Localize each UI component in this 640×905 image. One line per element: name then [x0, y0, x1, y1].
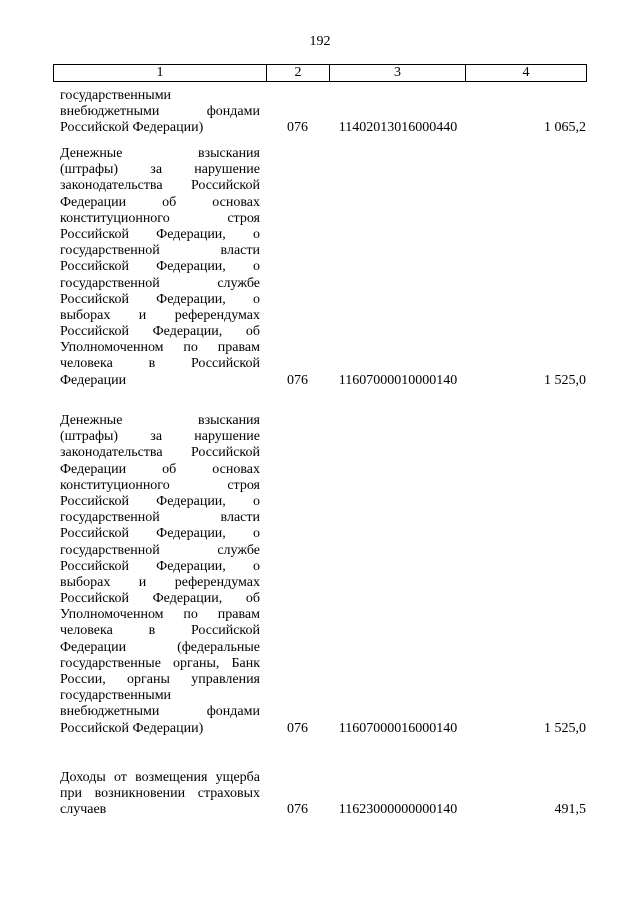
- description-line: конституционного строя: [60, 477, 260, 493]
- description-line: Денежные взыскания: [60, 146, 260, 161]
- amount: 1 065,2: [544, 120, 586, 136]
- description-line: России, органы управления: [60, 672, 260, 687]
- description-line: при возникновении страховых: [60, 786, 260, 802]
- description-line: Российской Федерации, о: [60, 558, 260, 574]
- description-line: Уполномоченном по правам: [60, 340, 260, 356]
- budget-classification-code: 11607000016000140: [338, 720, 458, 736]
- row-description: [60, 413, 260, 737]
- header-col-4: 4: [522, 65, 530, 80]
- admin-code: 076: [287, 372, 308, 388]
- budget-classification-code: 11623000000000140: [338, 802, 458, 818]
- description-line: выборах и референдумах: [60, 574, 260, 590]
- budget-classification-code: 11607000010000140: [338, 372, 458, 388]
- description-line: случаев: [60, 802, 107, 818]
- description-line: законодательства Российской: [60, 178, 260, 194]
- description-line: Доходы от возмещения ущерба: [60, 770, 260, 785]
- description-line: конституционного строя: [60, 210, 260, 226]
- description-line: человека в Российской: [60, 356, 260, 372]
- description-line: (штрафы) за нарушение: [60, 429, 260, 445]
- description-line: Денежные взыскания: [60, 413, 260, 428]
- amount: 1 525,0: [544, 720, 586, 736]
- row-description: [60, 88, 260, 137]
- description-line: государственными: [60, 88, 172, 103]
- page-number: 192: [309, 34, 331, 49]
- admin-code: 076: [287, 802, 308, 818]
- description-line: внебюджетными фондами: [60, 104, 260, 120]
- description-line: Уполномоченном по правам: [60, 607, 260, 623]
- table-header: [53, 64, 587, 82]
- header-col-2: 2: [267, 65, 330, 81]
- description-line: законодательства Российской: [60, 445, 260, 461]
- row-description: [60, 146, 260, 389]
- description-line: Федерации об основах: [60, 194, 260, 210]
- description-line: Российской Федерации, о: [60, 493, 260, 509]
- description-line: Российской Федерации, о: [60, 291, 260, 307]
- description-line: Федерации (федеральные: [60, 639, 260, 655]
- description-line: государственной власти: [60, 510, 260, 526]
- description-line: человека в Российской: [60, 623, 260, 639]
- description-line: Российской Федерации, о: [60, 226, 260, 242]
- amount: 491,5: [554, 802, 586, 818]
- description-line: (штрафы) за нарушение: [60, 162, 260, 178]
- description-line: государственной власти: [60, 243, 260, 259]
- header-col-3: 3: [330, 65, 466, 81]
- description-line: Российской Федерации, о: [60, 526, 260, 542]
- description-line: Федерации: [60, 372, 127, 388]
- description-line: Российской Федерации, об: [60, 324, 260, 340]
- admin-code: 076: [287, 720, 308, 736]
- description-line: государственной службе: [60, 542, 260, 558]
- amount: 1 525,0: [544, 372, 586, 388]
- description-line: государственной службе: [60, 275, 260, 291]
- description-line: внебюджетными фондами: [60, 704, 260, 720]
- description-line: выборах и референдумах: [60, 307, 260, 323]
- admin-code: 076: [287, 120, 308, 136]
- row-description: [60, 770, 260, 819]
- description-line: Российской Федерации, о: [60, 259, 260, 275]
- description-line: Федерации об основах: [60, 461, 260, 477]
- budget-classification-code: 11402013016000440: [338, 120, 458, 136]
- description-line: Российской Федерации, об: [60, 591, 260, 607]
- description-line: государственными: [60, 688, 172, 704]
- description-line: государственные органы, Банк: [60, 655, 260, 671]
- description-line: Российской Федерации): [60, 720, 204, 736]
- description-line: Российской Федерации): [60, 120, 204, 136]
- header-col-1: 1: [54, 65, 267, 81]
